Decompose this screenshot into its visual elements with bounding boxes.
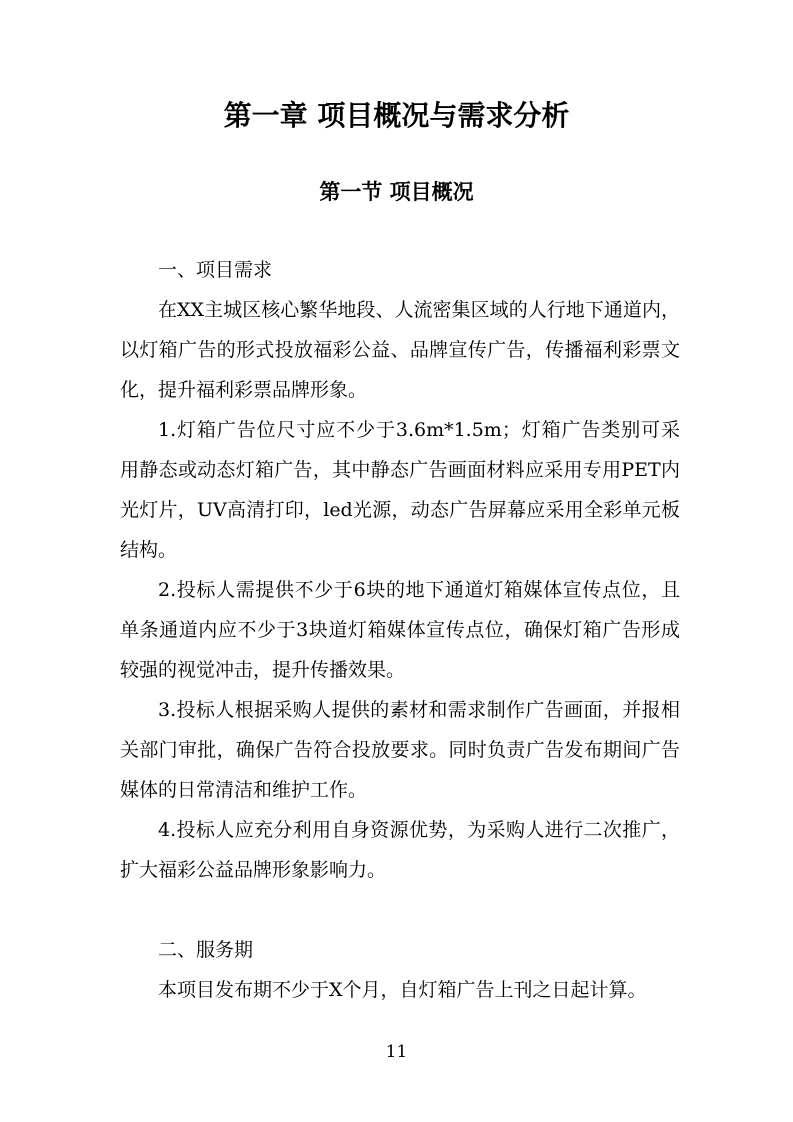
part1-intro: 在XX主城区核心繁华地段、人流密集区域的人行地下通道内，以灯箱广告的形式投放福彩公益、品牌宣传广告，传播福利彩票文化，提升福利彩票品牌形象。	[120, 299, 680, 401]
document-body	[120, 250, 680, 1010]
requirement-item-4: 4.投标人应充分利用自身资源优势，为采购人进行二次推广，扩大福彩公益品牌形象影响力。	[120, 819, 680, 881]
part1-heading: 一、项目需求	[158, 259, 273, 281]
requirement-item-1: 1.灯箱广告位尺寸应不少于3.6m*1.5m；灯箱广告类别可采用静态或动态灯箱广告，其中静态广告画面材料应采用专用PET内光灯片，UV高清打印，led光源，动态广告屏幕应采用全彩单元板结构。	[120, 419, 680, 561]
part2-heading: 二、服务期	[158, 939, 254, 961]
part2-text: 本项目发布期不少于X个月，自灯箱广告上刊之日起计算。	[158, 979, 647, 1001]
page-number: 11	[385, 1042, 408, 1062]
requirement-item-2: 2.投标人需提供不少于6块的地下通道灯箱媒体宣传点位，且单条通道内应不少于3块道灯箱媒体宣传点位，确保灯箱广告形成较强的视觉冲击，提升传播效果。	[120, 579, 680, 681]
requirement-item-3: 3.投标人根据采购人提供的素材和需求制作广告画面，并报相关部门审批，确保广告符合投放要求。同时负责广告发布期间广告媒体的日常清洁和维护工作。	[120, 699, 680, 801]
section-title: 第一节 项目概况	[319, 180, 474, 204]
chapter-title: 第一章 项目概况与需求分析	[223, 99, 570, 132]
paragraph-gap	[120, 890, 680, 930]
